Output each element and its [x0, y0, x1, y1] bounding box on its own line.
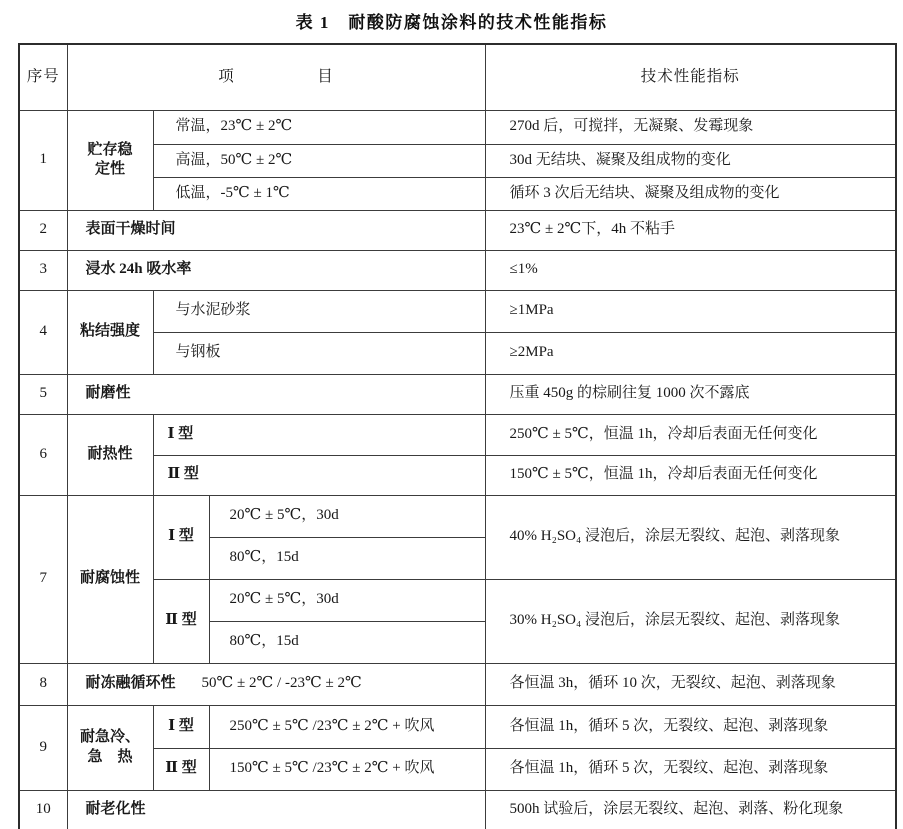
cell-no: 10 — [19, 790, 67, 829]
table-row — [19, 374, 896, 414]
cell-condition: 高温，50℃ ± 2℃ — [153, 144, 485, 177]
cell-spec: 150℃ ± 5℃，恒温 1h，冷却后表面无任何变化 — [485, 455, 896, 495]
table-title: 表 1 耐酸防腐蚀涂料的技术性能指标 — [295, 13, 608, 32]
cell-no: 2 — [19, 210, 67, 250]
cell-item: 耐磨性 — [67, 374, 485, 414]
header-row — [19, 44, 896, 110]
cell-group — [67, 705, 153, 790]
cell-group: 耐腐蚀性 — [67, 495, 153, 663]
cell-spec: 压重 450g 的棕刷往复 1000 次不露底 — [485, 374, 896, 414]
group-label: 耐急冷、急 热 — [79, 729, 140, 765]
group-label: 贮存稳定性 — [87, 141, 133, 177]
cell-no: 8 — [19, 663, 67, 705]
header-no: 序号 — [19, 44, 67, 110]
cell-spec: 循环 3 次后无结块、凝聚及组成物的变化 — [485, 177, 896, 210]
cell-condition: 80℃，15d — [209, 537, 485, 579]
item-label: 耐冻融循环性 — [85, 675, 176, 692]
cell-condition: 150℃ ± 5℃ /23℃ ± 2℃ + 吹风 — [209, 748, 485, 790]
spec-table — [18, 43, 897, 829]
cell-type: Ⅱ 型 — [153, 748, 209, 790]
cell-spec: 250℃ ± 5℃，恒温 1h，冷却后表面无任何变化 — [485, 414, 896, 455]
table-row — [19, 290, 896, 332]
table-row — [19, 663, 896, 705]
cell-no: 3 — [19, 250, 67, 290]
cell-spec: 23℃ ± 2℃下，4h 不粘手 — [485, 210, 896, 250]
item-condition: 50℃ ± 2℃ / -23℃ ± 2℃ — [201, 675, 362, 692]
cell-spec: 各恒温 1h，循环 5 次，无裂纹、起泡、剥落现象 — [485, 748, 896, 790]
cell-type: Ⅱ 型 — [153, 455, 485, 495]
cell-no: 1 — [19, 110, 67, 210]
cell-type: Ⅰ 型 — [153, 495, 209, 579]
cell-group: 粘结强度 — [67, 290, 153, 374]
cell-no: 4 — [19, 290, 67, 374]
table-row — [19, 110, 896, 144]
cell-no: 9 — [19, 705, 67, 790]
cell-spec: 270d 后，可搅拌，无凝聚、发霉现象 — [485, 110, 896, 144]
cell-spec: 各恒温 1h，循环 5 次，无裂纹、起泡、剥落现象 — [485, 705, 896, 748]
cell-item — [67, 663, 485, 705]
cell-no: 5 — [19, 374, 67, 414]
cell-no: 6 — [19, 414, 67, 495]
cell-spec: ≥1MPa — [485, 290, 896, 332]
cell-type: Ⅱ 型 — [153, 579, 209, 663]
cell-spec: 各恒温 3h，循环 10 次，无裂纹、起泡、剥落现象 — [485, 663, 896, 705]
table-row — [19, 250, 896, 290]
cell-spec: 30d 无结块、凝聚及组成物的变化 — [485, 144, 896, 177]
cell-spec: 40% H₂SO₄ 浸泡后，涂层无裂纹、起泡、剥落现象 — [485, 495, 896, 579]
table-row — [19, 414, 896, 455]
cell-condition: 20℃ ± 5℃，30d — [209, 495, 485, 537]
cell-condition: 与水泥砂浆 — [153, 290, 485, 332]
cell-spec: ≥2MPa — [485, 332, 896, 374]
cell-condition: 20℃ ± 5℃，30d — [209, 579, 485, 621]
cell-item: 表面干燥时间 — [67, 210, 485, 250]
cell-group: 耐热性 — [67, 414, 153, 495]
cell-condition: 与钢板 — [153, 332, 485, 374]
cell-group — [67, 110, 153, 210]
cell-item: 浸水 24h 吸水率 — [67, 250, 485, 290]
cell-type: Ⅰ 型 — [153, 705, 209, 748]
table-row — [19, 495, 896, 537]
cell-condition: 80℃，15d — [209, 621, 485, 663]
cell-condition: 常温，23℃ ± 2℃ — [153, 110, 485, 144]
header-item: 项 目 — [67, 44, 485, 110]
cell-spec: 30% H₂SO₄ 浸泡后，涂层无裂纹、起泡、剥落现象 — [485, 579, 896, 663]
cell-type: Ⅰ 型 — [153, 414, 485, 455]
table-row — [19, 210, 896, 250]
header-spec: 技术性能指标 — [485, 44, 896, 110]
cell-spec: 500h 试验后，涂层无裂纹、起泡、剥落、粉化现象 — [485, 790, 896, 829]
table-row — [19, 705, 896, 748]
cell-condition: 低温，-5℃ ± 1℃ — [153, 177, 485, 210]
cell-condition: 250℃ ± 5℃ /23℃ ± 2℃ + 吹风 — [209, 705, 485, 748]
cell-no: 7 — [19, 495, 67, 663]
table-row — [19, 790, 896, 829]
cell-spec: ≤1% — [485, 250, 896, 290]
cell-item: 耐老化性 — [67, 790, 485, 829]
